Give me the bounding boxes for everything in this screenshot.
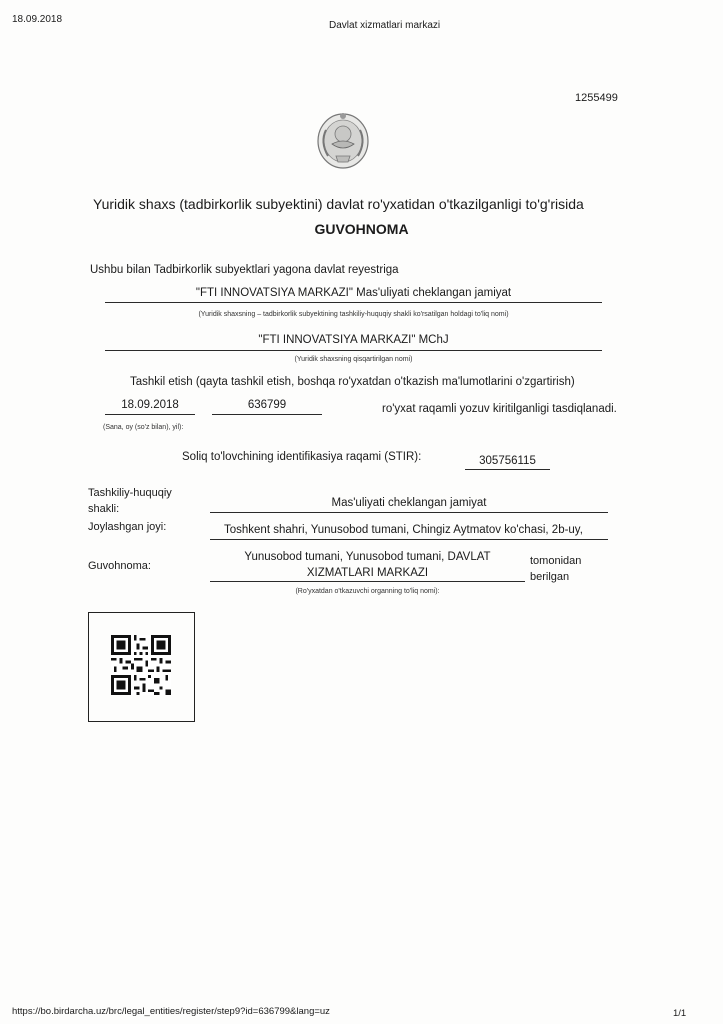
issuer-label: Guvohnoma: <box>88 560 151 572</box>
full-name-underline <box>105 302 602 303</box>
issuer-caption: (Ro'yxatdan o'tkazuvchi organning to'liq nomi): <box>295 588 440 595</box>
short-name-caption: (Yuridik shaxsning qisqartirilgan nomi) <box>294 356 413 363</box>
registration-date: 18.09.2018 <box>121 399 179 411</box>
issuer-value-line2: XIZMATLARI MARKAZI <box>306 567 429 579</box>
source-name: Davlat xizmatlari markazi <box>329 20 441 31</box>
issuer-suffix-2: berilgan <box>530 571 570 583</box>
qr-code-frame <box>88 612 195 722</box>
full-name-value: "FTI INNOVATSIYA MARKAZI" Mas'uliyati cheklangan jamiyat <box>195 287 512 299</box>
registration-action: Tashkil etish (qayta tashkil etish, boshqa ro'yxatdan o'tkazish ma'lumotlarini o'zgartirish) <box>130 376 575 388</box>
registration-number-underline <box>212 414 322 415</box>
registration-date-underline <box>105 414 195 415</box>
full-name-caption: (Yuridik shaxsning – tadbirkorlik subyektining tashkiliy-huquqiy shakli ko'rsatilgan holdagi to'liq nomi) <box>198 311 509 318</box>
state-emblem-icon <box>316 108 370 170</box>
legal-form-value: Mas'uliyati cheklangan jamiyat <box>331 497 487 509</box>
document-number: 1255499 <box>575 92 618 104</box>
legal-form-label: Tashkiliy-huquqiy <box>88 487 172 499</box>
tax-id-label: Soliq to'lovchining identifikasiya raqami (STIR): <box>182 451 422 463</box>
location-label: Joylashgan joyi: <box>88 521 167 533</box>
short-name-underline <box>105 350 602 351</box>
short-name-value: "FTI INNOVATSIYA MARKAZI" MChJ <box>258 334 449 346</box>
registration-number: 636799 <box>247 399 287 411</box>
footer-url: https://bo.birdarcha.uz/brc/legal_entities/register/step9?id=636799&lang=uz <box>12 1006 330 1017</box>
date-caption: (Sana, oy (so'z bilan), yil): <box>103 424 184 431</box>
location-value: Toshkent shahri, Yunusobod tumani, Chingiz Aytmatov ko'chasi, 2b-uy, <box>224 524 583 536</box>
page-number: 1/1 <box>673 1008 687 1019</box>
issuer-underline <box>210 581 525 582</box>
registry-intro: Ushbu bilan Tadbirkorlik subyektlari yagona davlat reyestriga <box>90 264 399 276</box>
location-underline <box>210 539 608 540</box>
tax-id-underline <box>465 469 550 470</box>
issuer-value-line1: Yunusobod tumani, Yunusobod tumani, DAVLAT <box>244 551 491 563</box>
document-title: Yuridik shaxs (tadbirkorlik subyektini) davlat ro'yxatidan o'tkazilganligi to'g'risida <box>93 196 584 212</box>
legal-form-underline <box>210 512 608 513</box>
tax-id-value: 305756115 <box>479 455 536 467</box>
qr-code-icon <box>111 635 171 695</box>
issuer-suffix-1: tomonidan <box>530 555 582 567</box>
legal-form-label-2: shakli: <box>88 503 120 515</box>
print-date: 18.09.2018 <box>12 14 63 25</box>
document-heading: GUVOHNOMA <box>314 221 409 237</box>
registration-confirmation: ro'yxat raqamli yozuv kiritilganligi tasdiqlanadi. <box>382 403 617 415</box>
